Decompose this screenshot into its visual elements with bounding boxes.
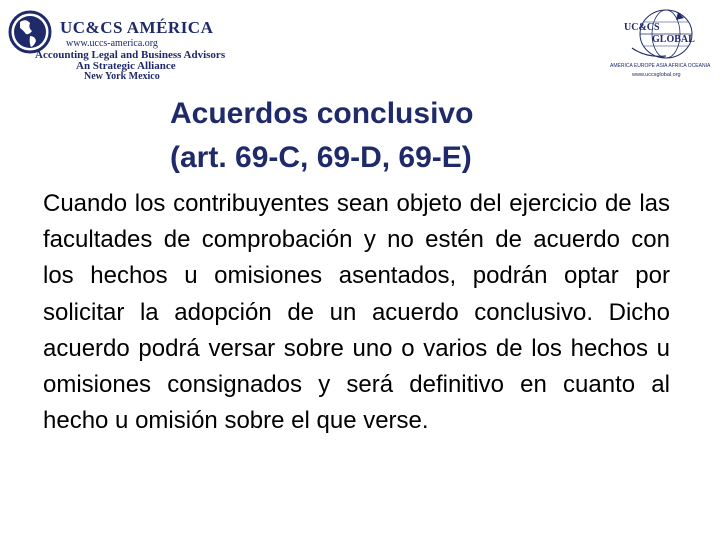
brand-name: UC&CS AMÉRICA <box>60 18 214 37</box>
slide-title <box>170 92 473 180</box>
title-line-1: Acuerdos conclusivo <box>170 97 474 130</box>
title-line-2: (art. 69-C, 69-D, 69-E) <box>170 141 472 174</box>
tagline-primary: Accounting Legal and Business Advisors <box>35 49 226 61</box>
uccs-america-logo <box>8 8 248 80</box>
slide-body: Cuando los contribuyentes sean objeto del ejercicio de las facultades de comprobación y no estén de acuerdo con los hechos u omisiones asentados, podrán optar por solicitar la adopción de un acuerdo conclusivo. Dicho acuerdo podrá versar sobre uno o varios de los hechos u omisiones consignados y será definitivo en cuanto al hecho u omisión sobre el que verse. <box>43 190 670 435</box>
globe-icon <box>8 10 52 54</box>
uccs-global-logo <box>604 6 716 82</box>
tagline-secondary: An Strategic Alliance <box>76 60 176 72</box>
global-logo-line-1: UC&CS <box>624 22 660 33</box>
global-logo-line-2: GLOBAL <box>652 34 695 45</box>
global-website: www.uccsglobal.org <box>632 72 681 78</box>
tagline-locations: New York Mexico <box>84 71 160 82</box>
global-regions: AMÉRICA EUROPE ASIA AFRICA OCEANIA <box>610 63 711 69</box>
website-text: www.uccs-america.org <box>66 38 158 49</box>
